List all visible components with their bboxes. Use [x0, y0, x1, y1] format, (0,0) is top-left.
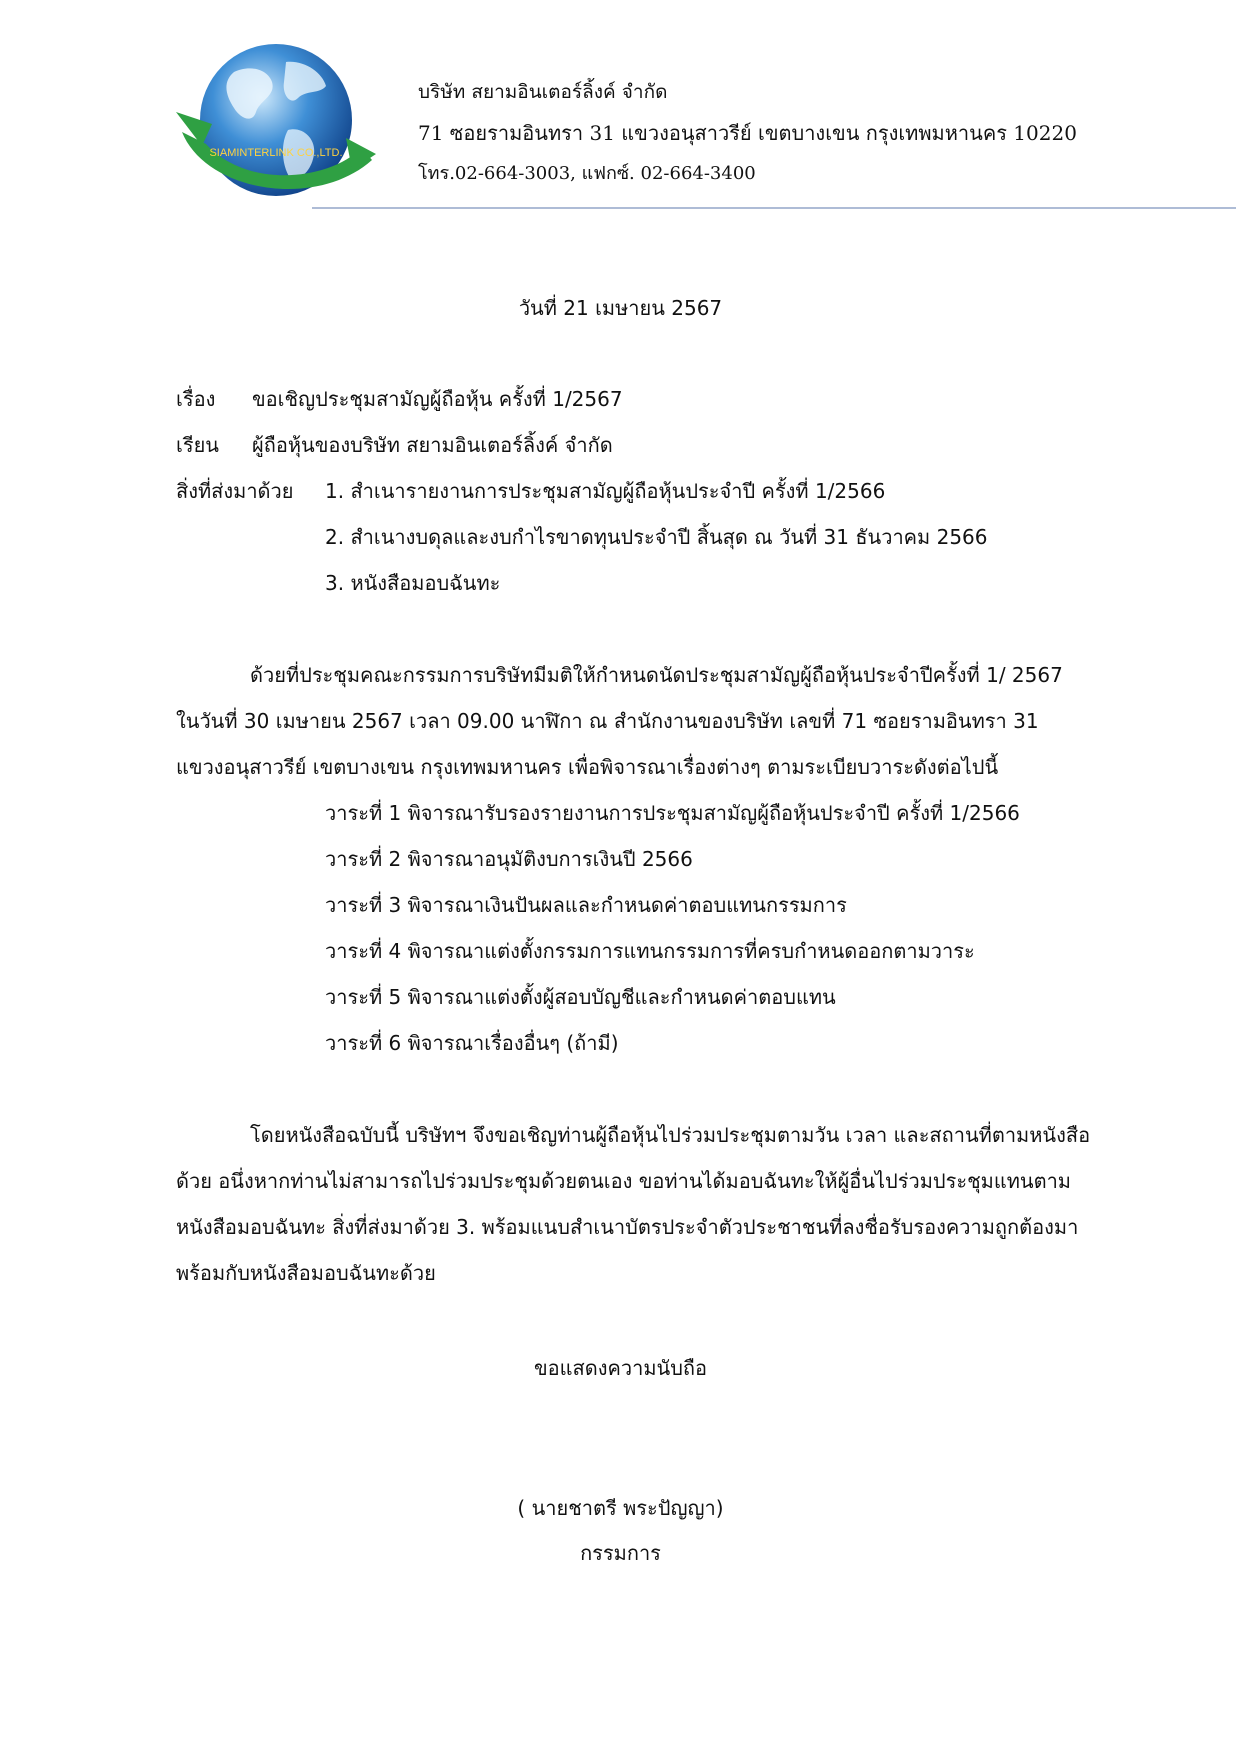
signatory-name: ( นายชาตรี พระปัญญา): [517, 1496, 724, 1520]
company-name: บริษัท สยามอินเตอร์ลิ้งค์ จำกัด: [418, 81, 668, 103]
paragraph-invitation: [176, 1112, 1161, 1296]
header-divider: [312, 207, 1236, 209]
agenda-item: วาระที่ 6 พิจารณาเรื่องอื่นๆ (ถ้ามี): [325, 1031, 619, 1055]
paragraph-meeting-notice: [176, 652, 1161, 790]
recipient-text: ผู้ถือหุ้นของบริษัท สยามอินเตอร์ลิ้งค์ จำกัด: [252, 433, 613, 457]
paragraph-line: พร้อมกับหนังสือมอบฉันทะด้วย: [176, 1261, 436, 1285]
agenda-item: วาระที่ 5 พิจารณาแต่งตั้งผู้สอบบัญชีและกำหนดค่าตอบแทน: [325, 985, 836, 1009]
subject-label: เรื่อง: [176, 387, 216, 411]
company-contact: โทร.02-664-3003, แฟกซ์. 02-664-3400: [418, 163, 756, 184]
letter-date: วันที่ 21 เมษายน 2567: [518, 296, 723, 320]
enclosure-item: 2. สำเนางบดุลและงบกำไรขาดทุนประจำปี สิ้นสุด ณ วันที่ 31 ธันวาคม 2566: [325, 525, 988, 549]
subject-text: ขอเชิญประชุมสามัญผู้ถือหุ้น ครั้งที่ 1/2567: [252, 387, 623, 411]
recipient-label: เรียน: [176, 433, 219, 457]
company-logo: [176, 42, 376, 208]
paragraph-line: ด้วย อนึ่งหากท่านไม่สามารถไปร่วมประชุมด้วยตนเอง ขอท่านได้มอบฉันทะให้ผู้อื่นไปร่วมประชุมแทนตาม: [176, 1169, 1071, 1193]
paragraph-line: ในวันที่ 30 เมษายน 2567 เวลา 09.00 นาฬิกา ณ สำนักงานของบริษัท เลขที่ 71 ซอยรามอินทรา 31: [176, 709, 1039, 733]
agenda-item: วาระที่ 3 พิจารณาเงินปันผลและกำหนดค่าตอบแทนกรรมการ: [325, 893, 847, 917]
paragraph-line: หนังสือมอบฉันทะ สิ่งที่ส่งมาด้วย 3. พร้อมแนบสำเนาบัตรประจำตัวประชาชนที่ลงชื่อรับรองความถูกต้องมา: [176, 1215, 1079, 1239]
enclosure-item: 3. หนังสือมอบฉันทะ: [325, 571, 501, 595]
paragraph-line: แขวงอนุสาวรีย์ เขตบางเขน กรุงเทพมหานคร เพื่อพิจารณาเรื่องต่างๆ ตามระเบียบวาระดังต่อไปนี้: [176, 755, 999, 779]
agenda-item: วาระที่ 4 พิจารณาแต่งตั้งกรรมการแทนกรรมการที่ครบกำหนดออกตามวาระ: [325, 939, 975, 963]
agenda-item: วาระที่ 2 พิจารณาอนุมัติงบการเงินปี 2566: [325, 847, 693, 871]
agenda-item: วาระที่ 1 พิจารณารับรองรายงานการประชุมสามัญผู้ถือหุ้นประจำปี ครั้งที่ 1/2566: [325, 801, 1020, 825]
letterhead: [418, 72, 1077, 194]
signatory-title: กรรมการ: [580, 1541, 661, 1565]
company-address: 71 ซอยรามอินทรา 31 แขวงอนุสาวรีย์ เขตบางเขน กรุงเทพมหานคร 10220: [418, 121, 1077, 145]
enclosures-label: สิ่งที่ส่งมาด้วย: [176, 479, 294, 503]
svg-text:SIAMINTERLINK CO.,LTD.: SIAMINTERLINK CO.,LTD.: [209, 147, 343, 159]
agenda-list: [325, 790, 1020, 1066]
paragraph-line: ด้วยที่ประชุมคณะกรรมการบริษัทมีมติให้กำหนดนัดประชุมสามัญผู้ถือหุ้นประจำปีครั้งที่ 1/ 2567: [250, 663, 1063, 687]
paragraph-line: โดยหนังสือฉบับนี้ บริษัทฯ จึงขอเชิญท่านผู้ถือหุ้นไปร่วมประชุมตามวัน เวลา และสถานที่ตามหนังสือ: [250, 1123, 1091, 1147]
closing-text: ขอแสดงความนับถือ: [533, 1356, 708, 1380]
globe-logo-icon: [176, 42, 376, 208]
enclosure-item: 1. สำเนารายงานการประชุมสามัญผู้ถือหุ้นประจำปี ครั้งที่ 1/2566: [325, 479, 886, 503]
